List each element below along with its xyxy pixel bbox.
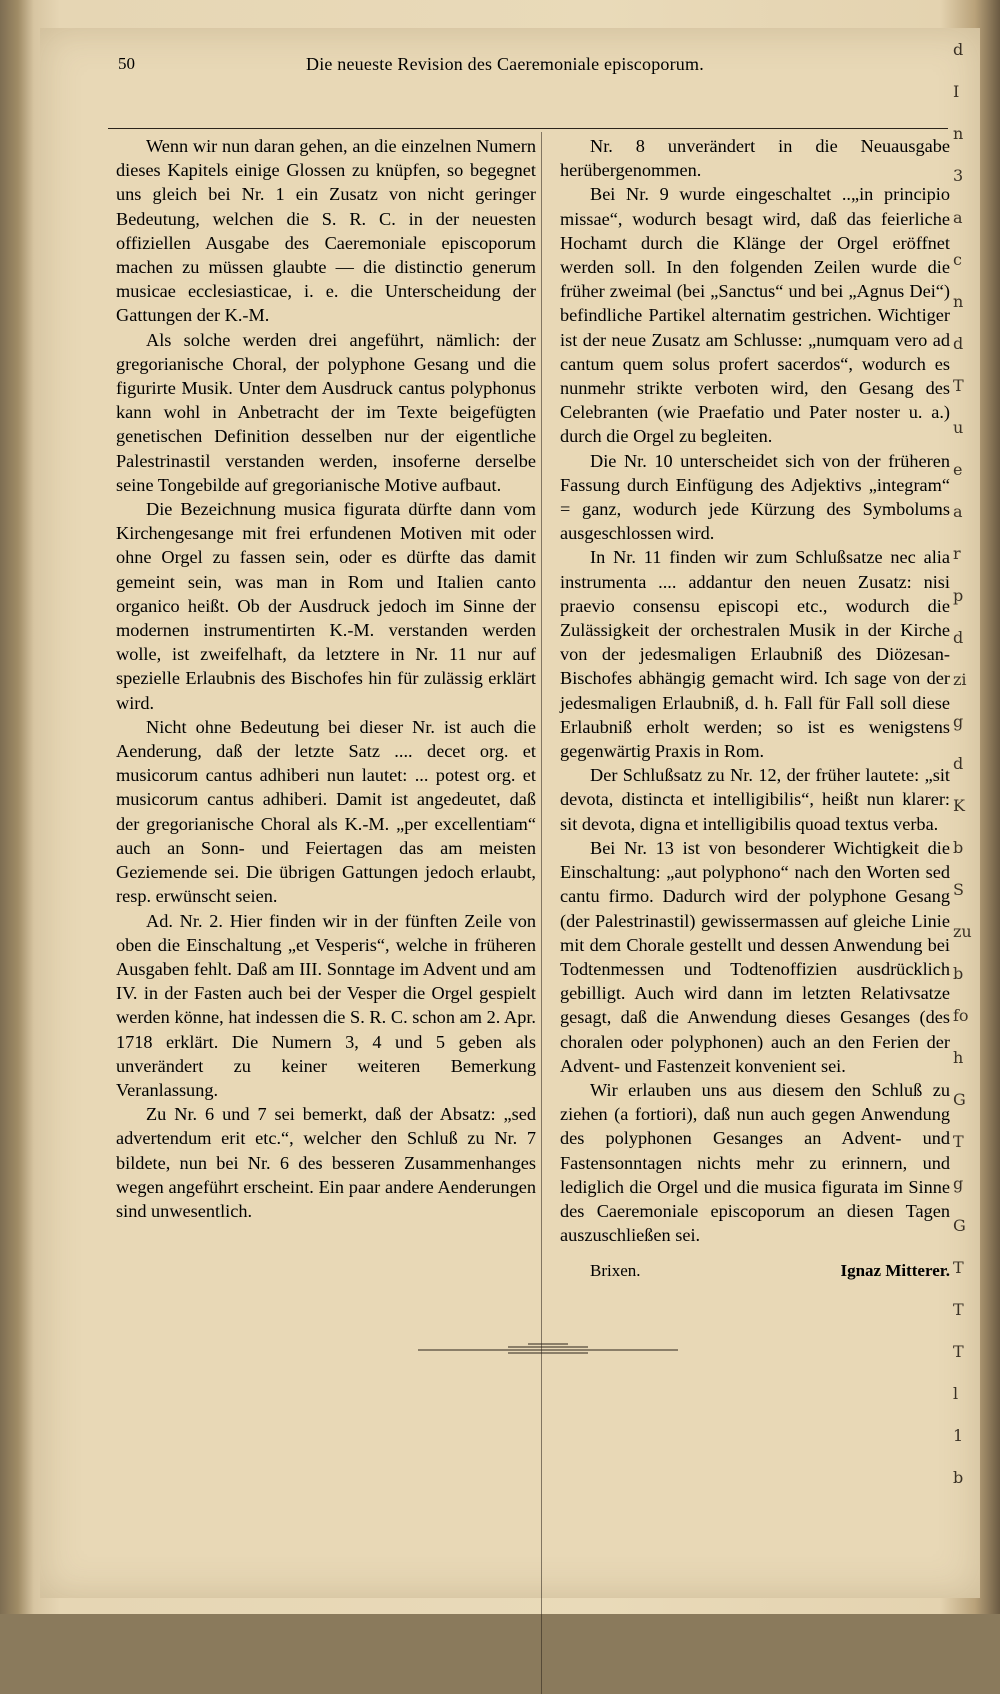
edge-letter: b [953, 964, 964, 983]
edge-letter: S [953, 880, 964, 899]
edge-letter: h [953, 1048, 964, 1067]
edge-letter: d [953, 334, 964, 353]
edge-letter: 3 [953, 166, 964, 185]
end-ornament [398, 1340, 698, 1360]
edge-letter: b [953, 1468, 964, 1487]
edge-letter: zu [953, 922, 972, 941]
edge-letter: b [953, 838, 964, 857]
signature-line [560, 1259, 950, 1283]
paragraph: Wir erlauben uns aus diesem den Schluß zu ziehen (a fortiori), daß nun auch gegen Anwendung des polyphonen Gesanges an Advent- und Fastensonntagen nichts mehr zu erinnern, und lediglich die Orgel und die musica figurata im Sinne des Caeremoniale episcoporum an diesen Tagen auszuschließen sei. [560, 1079, 950, 1246]
edge-letter: a [953, 208, 963, 227]
edge-letter: T [953, 376, 964, 395]
paragraph: Der Schlußsatz zu Nr. 12, der früher lautete: „sit devota, distincta et intelligibilis“, heißt nun klarer: sit devota, digna et intelligibilis quoad textus verba. [560, 765, 950, 834]
paragraph: Als solche werden drei angeführt, nämlich: der gregorianische Choral, der polyphone Gesang und die figurirte Musik. Unter dem Ausdruck cantus polyphonus kann wohl in Anbetracht der im Texte beigefügten genetischen Definition desselben nur der eigentliche Palestrinastil verstanden werden, insoferne derselbe seine Tongebilde auf gregorianische Motive aufbaut. [116, 329, 536, 495]
page-number: 50 [118, 54, 135, 73]
paragraph: Bei Nr. 13 ist von besonderer Wichtigkeit die Einschaltung: „aut polyphono“ nach den Worten sed cantu firmo. Dadurch wird der polyphone Gesang (der Palestrinastil) gewissermassen auf gleiche Linie mit dem Chorale gestellt und dessen Anwendung bei Todtenmessen und Todtenoffizien ausdrücklich gebilligt. Auch wird dann im letzten Relativsatze gesagt, daß die Anwendung dieses Gesanges (des choralen oder polyphonen) auch an den Ferien der Advent- und Fastenzeit konvenient sei. [560, 837, 950, 1076]
paragraph: Die Bezeichnung musica figurata dürfte dann vom Kirchengesange mit frei erfundenen Motiven mit oder ohne Orgel zu fassen sein, oder es dürfte das damit gemeint sein, was man in Rom und Italien canto organico heißt. Ob der Ausdruck jedoch im Sinne der modernen instrumentirten K.-M. verstanden werden wolle, ist zweifelhaft, da letztere in Nr. 11 nur auf spezielle Erlaubnis des Bischofes hin für zulässig erklärt wird. [116, 499, 536, 713]
edge-letter: p [953, 586, 964, 605]
edge-letter: zi [953, 670, 967, 689]
paragraph: Ad. Nr. 2. Hier finden wir in der fünften Zeile von oben die Einschaltung „et Vesperis“, welche in früheren Ausgaben fehlt. Daß am III. Sonntage im Advent und am IV. in der Fasten auch bei der Vesper die Orgel gespielt werden könne, hat indessen die S. R. C. schon am 2. Apr. 1718 erklärt. Die Numern 3, 4 und 5 geben als unverändert zu keiner weiteren Bemerkung Veranlassung. [116, 910, 536, 1100]
paragraph: Nr. 8 unverändert in die Neuausgabe herübergenommen. [560, 136, 950, 181]
edge-letter: c [953, 250, 962, 269]
edge-letter: fo [953, 1006, 969, 1025]
facing-page-edge [953, 40, 971, 1570]
edge-letter: g [953, 712, 964, 731]
edge-letter: d [953, 754, 964, 773]
paragraph: Zu Nr. 6 und 7 sei bemerkt, daß der Absatz: „sed advertendum erit etc.“, welcher den Schluß zu Nr. 7 bildete, nun bei Nr. 6 des besseren Zusammenhanges wegen angeführt erscheint. Ein paar andere Aenderungen sind unwesentlich. [116, 1104, 536, 1221]
edge-letter: d [953, 628, 964, 647]
edge-letter: T [953, 1300, 964, 1319]
header-rule [108, 128, 948, 129]
edge-letter: g [953, 1174, 964, 1193]
edge-letter: d [953, 40, 964, 59]
paragraph: Bei Nr. 9 wurde eingeschaltet ..„in principio missae“, wodurch besagt wird, daß das feierliche Hochamt durch die Klänge der Orgel eröffnet werden soll. In den folgenden Zeilen wurde die früher zweimal (bei „Sanctus“ und bei „Agnus Dei“) befindliche Partikel alternatim gestrichen. Wichtiger ist der neue Zusatz am Schlusse: „numquam vero ad cantum quem solus profert sacerdos“, wodurch es nunmehr strikte verboten wird, den Gesang des Celebranten (wie Praefatio und Pater noster u. a.) durch die Orgel zu begleiten. [560, 184, 950, 447]
edge-letter: r [953, 544, 961, 563]
edge-letter: T [953, 1342, 964, 1361]
edge-letter: e [953, 460, 963, 479]
paragraph: Wenn wir nun daran gehen, an die einzelnen Numern dieses Kapitels einige Glossen zu knüpfen, so begegnet uns gleich bei Nr. 1 ein Zusatz von nicht geringer Bedeutung, welchen die S. R. C. in der neuesten offiziellen Ausgabe des Caeremoniale episcoporum machen zu müssen glaubte — die distinctio generum musicae ecclesiasticae, i. e. die Unterscheidung der Gattungen der K.-M. [116, 136, 536, 326]
right-column [560, 134, 950, 1284]
edge-letter: a [953, 502, 963, 521]
edge-letter: n [953, 124, 964, 143]
edge-letter: G [953, 1216, 966, 1235]
edge-letter: I [953, 82, 960, 101]
page-header [118, 52, 938, 82]
edge-letter: 1 [953, 1426, 964, 1445]
paragraph: Nicht ohne Bedeutung bei dieser Nr. ist auch die Aenderung, daß der letzte Satz .... decet org. et musicorum cantus adhiberi nun lautet: ... potest org. et musicorum cantus adhiberi. Damit ist angedeutet, daß der gregorianische Choral als K.-M. „per excellentiam“ auch an Sonn- und Feiertagen das am meisten Geziemende sei. Die übrigen Gattungen jedoch erlaubt, resp. erwünscht seien. [116, 716, 536, 907]
column-divider [541, 132, 542, 1694]
left-column [116, 134, 536, 1223]
signature-place: Brixen. [590, 1261, 641, 1281]
edge-letter: T [953, 1132, 964, 1151]
edge-letter: T [953, 1258, 964, 1277]
edge-letter: l [953, 1384, 959, 1403]
signature-author: Ignaz Mitterer. [840, 1261, 950, 1281]
edge-letter: G [953, 1090, 966, 1109]
edge-letter: u [953, 418, 964, 437]
paragraph: Die Nr. 10 unterscheidet sich von der früheren Fassung durch Einfügung des Adjektivs „integram“ = ganz, wodurch jede Kürzung des Symbolums ausgeschlossen wird. [560, 450, 950, 544]
paragraph: In Nr. 11 finden wir zum Schlußsatze nec alia instrumenta .... addantur den neuen Zusatz: nisi praevio consensu episcopi etc., wodurch die Zulässigkeit der orchestralen Musik in der Kirche von der jedesmaligen Erlaubniß des Diözesan-Bischofes abhängig gemacht wird. Ich sage von der jedesmaligen Erlaubniß, d. h. Fall für Fall soll diese Erlaubniß erholt werden; so ist es wenigstens gegenwärtig Praxis in Rom. [560, 547, 950, 762]
edge-letter: n [953, 292, 964, 311]
running-title: Die neueste Revision des Caeremoniale episcoporum. [306, 54, 704, 74]
edge-letter: K [953, 796, 965, 815]
